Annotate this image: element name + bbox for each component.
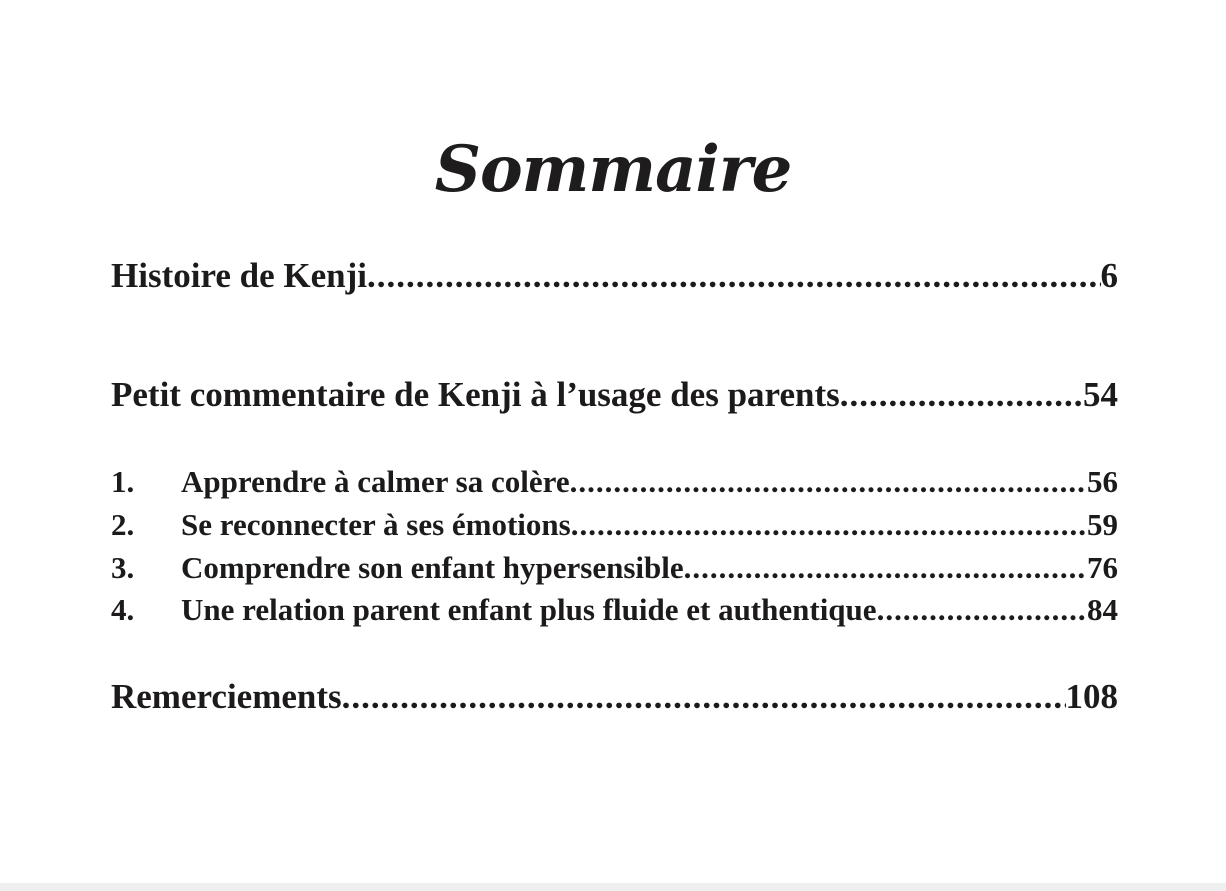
toc-leader-dots (684, 548, 1087, 588)
toc-leader-dots (877, 590, 1087, 630)
toc-subentry-number: 3. (111, 550, 135, 585)
toc-subentry-label: Se reconnecter à ses émotions (181, 507, 571, 542)
toc-subentry-3[interactable] (111, 548, 1118, 588)
toc-subentry-1[interactable] (111, 462, 1118, 502)
toc-subentry-label: Comprendre son enfant hypersensible (181, 550, 684, 585)
toc-leader-dots (342, 676, 1066, 718)
toc-entry-label: Remerciements (111, 677, 342, 716)
toc-subentry-page: 59 (1087, 507, 1118, 542)
toc-subentry-4[interactable] (111, 590, 1118, 630)
toc-entry-histoire[interactable] (111, 255, 1118, 297)
toc-leader-dots (367, 255, 1101, 297)
toc-subentry-page: 84 (1087, 592, 1118, 627)
toc-subentry-label: Une relation parent enfant plus fluide et authentique (181, 592, 877, 627)
toc-entry-label: Petit commentaire de Kenji à l’usage des parents (111, 375, 840, 414)
toc-subentry-page: 76 (1087, 550, 1118, 585)
toc-entry-page: 108 (1065, 677, 1118, 716)
toc-leader-dots (840, 374, 1083, 416)
toc-entry-page: 54 (1083, 375, 1118, 414)
toc-subentry-number: 4. (111, 592, 135, 627)
toc-leader-dots (571, 505, 1087, 545)
toc-subentry-number: 2. (111, 507, 135, 542)
toc-leader-dots (570, 462, 1087, 502)
toc-entry-page: 6 (1100, 256, 1118, 295)
page-bottom-edge (0, 883, 1226, 891)
toc-subentry-number: 1. (111, 464, 135, 499)
toc-subentry-label: Apprendre à calmer sa colère (181, 464, 570, 499)
page-title: Sommaire (434, 132, 792, 207)
toc-subentry-page: 56 (1087, 464, 1118, 499)
toc-entry-remerciements[interactable] (111, 676, 1118, 718)
toc-subentry-2[interactable] (111, 505, 1118, 545)
toc-entry-commentaire[interactable] (111, 374, 1118, 416)
toc-entry-label: Histoire de Kenji (111, 256, 367, 295)
